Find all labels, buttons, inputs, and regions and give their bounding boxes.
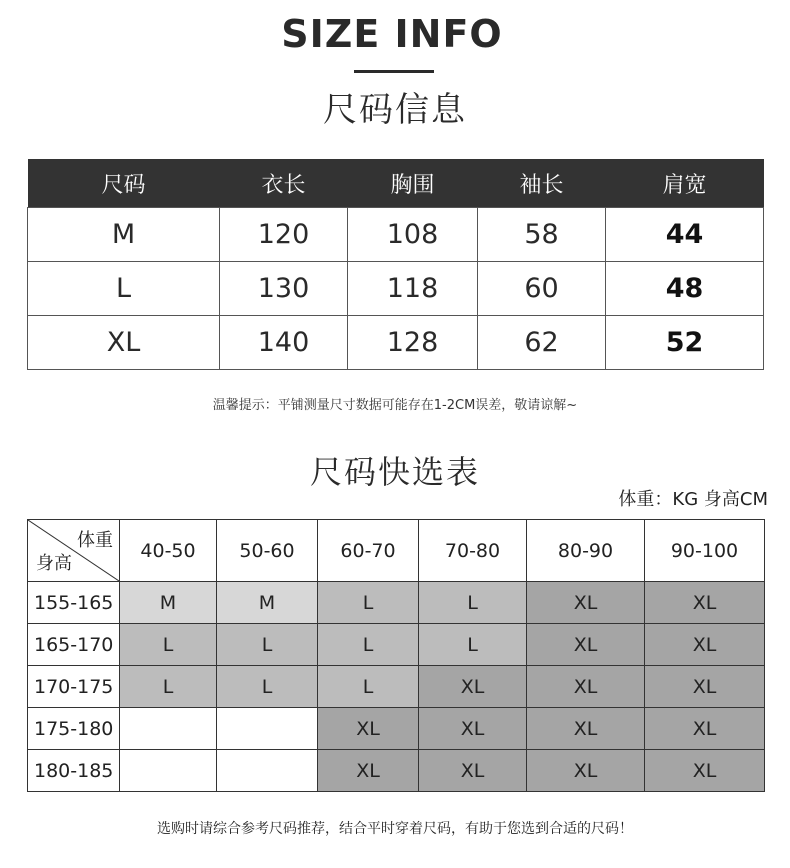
corner-height-label: 身高 (36, 553, 72, 574)
size-rec-cell: XL (645, 666, 765, 708)
footer-note: 选购时请综合参考尺码推荐，结合平时穿着尺码，有助于您选到合适的尺码！ (157, 821, 633, 837)
size-rec-cell: XL (645, 708, 765, 750)
size-rec-cell: XL (527, 666, 645, 708)
size-rec-cell: M (120, 582, 217, 624)
page-title-en: SIZE INFO (281, 12, 503, 56)
height-label: 180-185 (28, 750, 120, 792)
size-rec-cell: L (120, 666, 217, 708)
size-rec-cell (120, 708, 217, 750)
size-rec-cell: L (318, 582, 419, 624)
table-row (28, 208, 764, 262)
header-shoulder: 肩宽 (606, 159, 764, 208)
quick-table-title: 尺码快选表 (309, 453, 480, 491)
header-size: 尺码 (28, 159, 220, 208)
table-row (28, 750, 765, 792)
sleeve-cell: 60 (478, 262, 606, 316)
length-cell: 120 (220, 208, 348, 262)
quick-table-header-row (28, 520, 765, 582)
size-rec-cell: XL (527, 750, 645, 792)
size-rec-cell (217, 708, 318, 750)
size-rec-cell: L (217, 624, 318, 666)
table-row (28, 316, 764, 370)
header-chest: 胸围 (348, 159, 478, 208)
size-rec-cell: XL (527, 708, 645, 750)
length-cell: 130 (220, 262, 348, 316)
size-rec-cell: L (318, 666, 419, 708)
size-rec-cell: XL (645, 624, 765, 666)
unit-note: 体重：KG 身高CM (618, 489, 768, 510)
weight-header: 40-50 (120, 520, 217, 582)
height-label: 175-180 (28, 708, 120, 750)
chest-cell: 128 (348, 316, 478, 370)
table-row (28, 582, 765, 624)
size-rec-cell: L (318, 624, 419, 666)
length-cell: 140 (220, 316, 348, 370)
size-rec-cell: M (217, 582, 318, 624)
page-title-cn: 尺码信息 (323, 90, 467, 130)
size-rec-cell: XL (527, 624, 645, 666)
weight-header: 70-80 (419, 520, 527, 582)
chest-cell: 108 (348, 208, 478, 262)
size-table-header-row (28, 159, 764, 208)
shoulder-cell: 44 (606, 208, 764, 262)
size-rec-cell: XL (645, 582, 765, 624)
sleeve-cell: 62 (478, 316, 606, 370)
size-rec-cell: L (217, 666, 318, 708)
size-rec-cell: XL (318, 750, 419, 792)
weight-header: 50-60 (217, 520, 318, 582)
title-divider (354, 70, 434, 73)
chest-cell: 118 (348, 262, 478, 316)
sleeve-cell: 58 (478, 208, 606, 262)
size-rec-cell (120, 750, 217, 792)
size-table (27, 159, 764, 370)
corner-weight-label: 体重 (77, 530, 113, 551)
header-length: 衣长 (220, 159, 348, 208)
shoulder-cell: 52 (606, 316, 764, 370)
size-rec-cell: XL (419, 666, 527, 708)
size-rec-cell: L (419, 582, 527, 624)
table-row (28, 624, 765, 666)
size-rec-cell: XL (419, 708, 527, 750)
size-rec-cell (217, 750, 318, 792)
header-sleeve: 袖长 (478, 159, 606, 208)
height-label: 155-165 (28, 582, 120, 624)
height-label: 165-170 (28, 624, 120, 666)
size-rec-cell: L (419, 624, 527, 666)
size-cell: XL (28, 316, 220, 370)
size-rec-cell: XL (645, 750, 765, 792)
size-quick-table (27, 519, 765, 792)
size-rec-cell: XL (527, 582, 645, 624)
size-rec-cell: XL (419, 750, 527, 792)
table-row (28, 666, 765, 708)
height-label: 170-175 (28, 666, 120, 708)
table-row (28, 262, 764, 316)
measurement-tip: 温馨提示：平铺测量尺寸数据可能存在1-2CM误差，敬请谅解~ (212, 398, 578, 413)
size-rec-cell: L (120, 624, 217, 666)
shoulder-cell: 48 (606, 262, 764, 316)
table-row (28, 708, 765, 750)
weight-header: 60-70 (318, 520, 419, 582)
size-cell: M (28, 208, 220, 262)
weight-header: 80-90 (527, 520, 645, 582)
size-cell: L (28, 262, 220, 316)
size-rec-cell: XL (318, 708, 419, 750)
corner-cell (28, 520, 120, 582)
weight-header: 90-100 (645, 520, 765, 582)
